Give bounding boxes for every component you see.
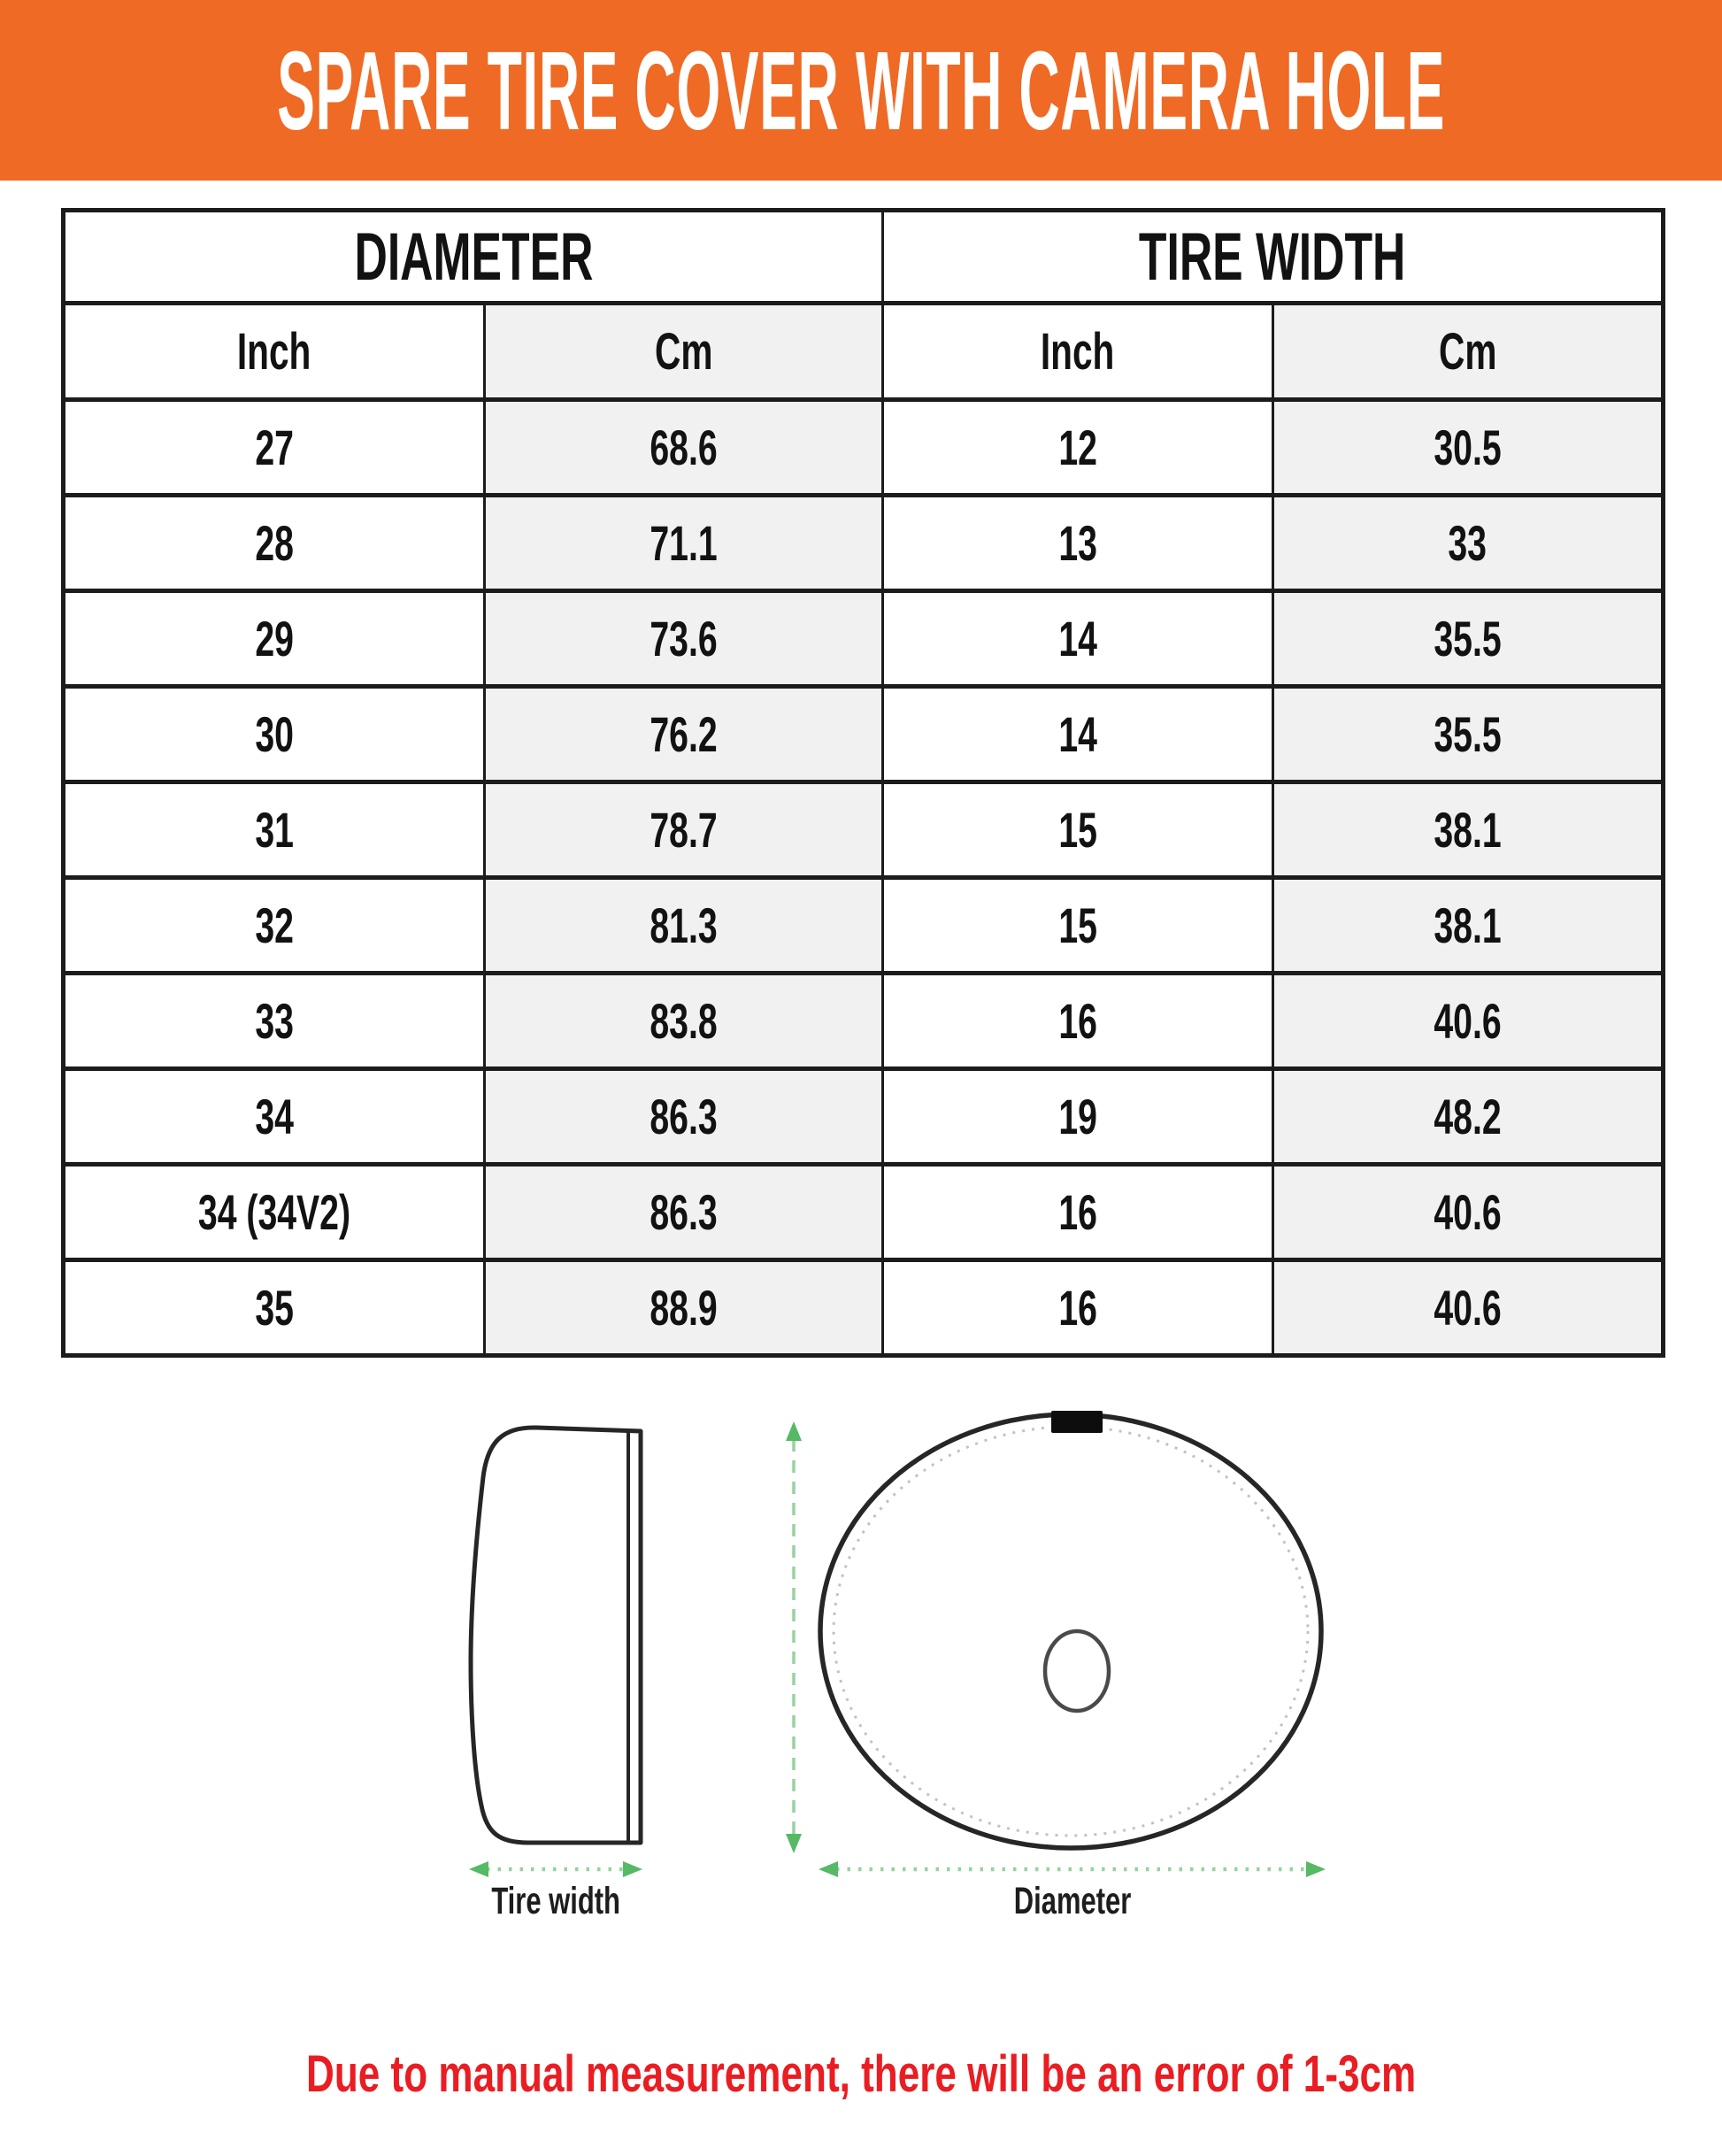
size-cell: 30	[64, 687, 485, 782]
table-row	[64, 1260, 1664, 1356]
table-row	[64, 878, 1664, 974]
tire-width-cm-header: Cm	[1273, 304, 1664, 400]
table-row	[64, 1069, 1664, 1165]
size-cell: 40.6	[1273, 974, 1664, 1069]
size-cell: 73.6	[485, 591, 883, 687]
size-cell: 81.3	[485, 878, 883, 974]
table-row	[64, 782, 1664, 878]
size-cell: 40.6	[1273, 1260, 1664, 1356]
size-cell: 33	[1273, 496, 1664, 591]
size-chart-table	[61, 208, 1665, 1358]
size-cell: 15	[883, 782, 1273, 878]
size-cell: 29	[64, 591, 485, 687]
size-cell: 40.6	[1273, 1165, 1664, 1260]
top-tab	[1051, 1411, 1103, 1433]
size-cell: 16	[883, 974, 1273, 1069]
size-cell: 33	[64, 974, 485, 1069]
size-cell: 19	[883, 1069, 1273, 1165]
vertical-arrow-up-icon	[786, 1421, 802, 1441]
size-cell: 68.6	[485, 400, 883, 496]
size-cell: 32	[64, 878, 485, 974]
size-cell: 88.9	[485, 1260, 883, 1356]
size-table-body	[64, 400, 1664, 1356]
table-row	[64, 400, 1664, 496]
table-row	[64, 974, 1664, 1069]
table-row	[64, 496, 1664, 591]
size-cell: 38.1	[1273, 878, 1664, 974]
size-cell: 35	[64, 1260, 485, 1356]
tire-width-section-header	[883, 211, 1664, 304]
measurement-note: Due to manual measurement, there will be an error of 1-3cm	[305, 2045, 1417, 2103]
table-row	[64, 687, 1664, 782]
size-cell: 86.3	[485, 1069, 883, 1165]
diameter-arrow-left-icon	[819, 1861, 838, 1877]
unit-header-row	[64, 304, 1664, 400]
size-cell: 13	[883, 496, 1273, 591]
table-row	[64, 1165, 1664, 1260]
size-cell: 30.5	[1273, 400, 1664, 496]
diameter-label: Diameter	[1013, 1880, 1132, 1922]
size-cell: 16	[883, 1165, 1273, 1260]
size-cell: 76.2	[485, 687, 883, 782]
size-cell: 35.5	[1273, 591, 1664, 687]
diameter-arrow-right-icon	[1306, 1861, 1326, 1877]
size-cell: 27	[64, 400, 485, 496]
camera-hole	[1045, 1631, 1109, 1711]
tire-width-section-label: TIRE WIDTH	[1139, 219, 1406, 295]
tire-width-arrow-left-icon	[469, 1861, 488, 1877]
size-cell: 34	[64, 1069, 485, 1165]
table-row	[64, 591, 1664, 687]
header-banner	[0, 0, 1722, 181]
tire-width-arrow-right-icon	[623, 1861, 642, 1877]
size-cell: 78.7	[485, 782, 883, 878]
diameter-inch-header: Inch	[64, 304, 485, 400]
size-cell: 86.3	[485, 1165, 883, 1260]
size-cell: 34 (34V2)	[64, 1165, 485, 1260]
vertical-arrow-down-icon	[786, 1834, 802, 1853]
size-cell: 83.8	[485, 974, 883, 1069]
size-cell: 15	[883, 878, 1273, 974]
section-header-row	[64, 211, 1664, 304]
tire-diagram	[0, 1381, 1722, 1956]
tire-width-inch-header: Inch	[883, 304, 1273, 400]
size-cell: 14	[883, 687, 1273, 782]
diameter-section-label: DIAMETER	[354, 219, 593, 295]
size-cell: 14	[883, 591, 1273, 687]
size-cell: 48.2	[1273, 1069, 1664, 1165]
size-cell: 16	[883, 1260, 1273, 1356]
tire-width-label: Tire width	[491, 1880, 620, 1922]
tire-side-view	[471, 1428, 641, 1843]
diameter-cm-header: Cm	[485, 304, 883, 400]
size-cell: 28	[64, 496, 485, 591]
size-cell: 35.5	[1273, 687, 1664, 782]
page-title: SPARE TIRE COVER WITH CAMERA HOLE	[277, 27, 1445, 153]
size-cell: 71.1	[485, 496, 883, 591]
size-cell: 31	[64, 782, 485, 878]
size-cell: 38.1	[1273, 782, 1664, 878]
size-cell: 12	[883, 400, 1273, 496]
diameter-section-header	[64, 211, 883, 304]
